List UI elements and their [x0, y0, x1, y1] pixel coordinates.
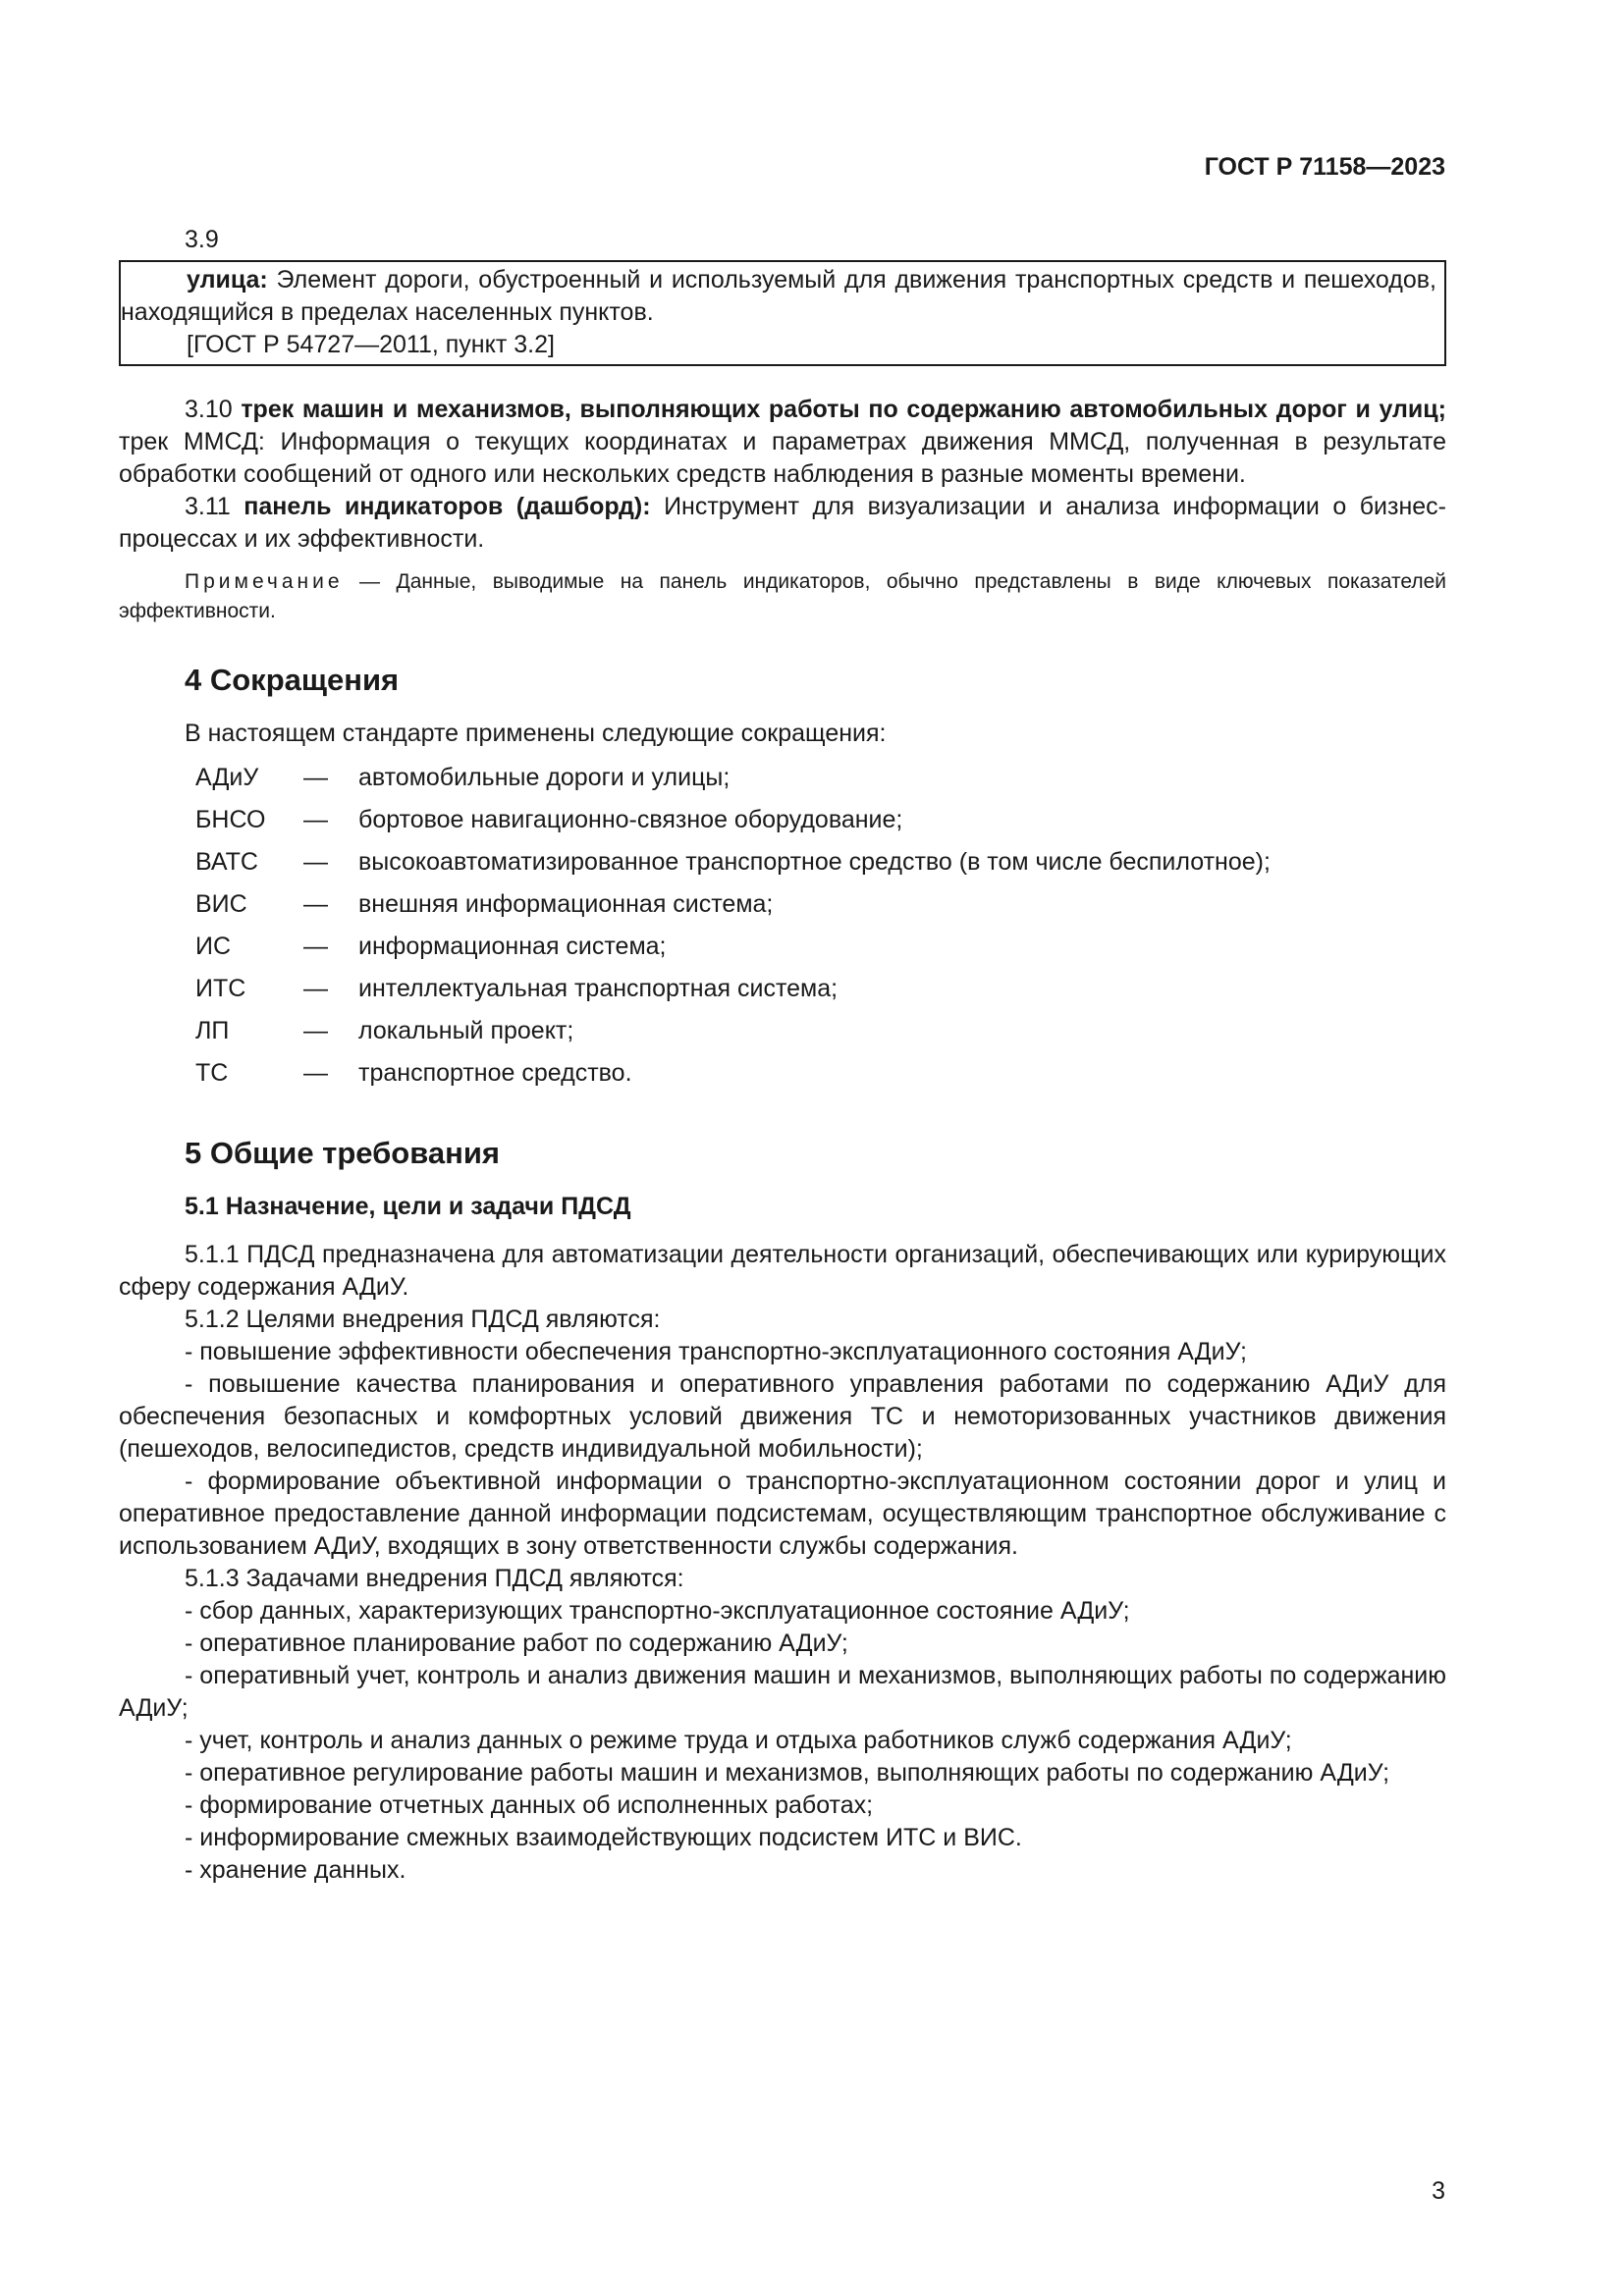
- abbreviation-row: [119, 762, 1446, 804]
- abbreviation-dash: —: [303, 890, 328, 918]
- term-number: 3.11: [185, 493, 244, 520]
- abbreviation-dash: —: [303, 806, 328, 833]
- abbreviation-code: ВИС: [195, 890, 247, 918]
- abbreviation-row: [119, 931, 1446, 973]
- abbreviation-dash: —: [303, 764, 328, 791]
- paragraph: - оперативный учет, контроль и анализ движения машин и механизмов, выполняющих работы по содержанию АДиУ;: [119, 1662, 1446, 1722]
- paragraph: - учет, контроль и анализ данных о режиме труда и отдыха работников служб содержания АДиУ;: [185, 1727, 1292, 1754]
- abbreviation-dash: —: [303, 975, 328, 1002]
- paragraph: - хранение данных.: [185, 1856, 406, 1884]
- abbreviation-code: ВАТС: [195, 848, 258, 876]
- paragraph: 5.1.1 ПДСД предназначена для автоматизации деятельности организаций, обеспечивающих или курирующих сферу содержания АДиУ.: [119, 1241, 1446, 1301]
- section-4-title: 4 Сокращения: [185, 663, 400, 697]
- document-body: [119, 224, 1446, 1887]
- abbreviation-text: локальный проект;: [358, 1017, 574, 1044]
- abbreviation-text: высокоавтоматизированное транспортное средство (в том числе беспилотное);: [358, 848, 1271, 876]
- term-name: улица:: [187, 266, 268, 294]
- section-4-intro: В настоящем стандарте применены следующие сокращения:: [185, 720, 887, 747]
- note-text: — Данные, выводимые на панель индикаторов, обычно представлены в виде ключевых показателей эффективности.: [119, 570, 1446, 622]
- term-box: [119, 260, 1446, 366]
- abbreviation-code: ИТС: [195, 975, 246, 1002]
- paragraph: - информирование смежных взаимодействующих подсистем ИТС и ВИС.: [185, 1824, 1022, 1851]
- abbreviation-row: [119, 973, 1446, 1015]
- term-name: панель индикаторов (дашборд):: [244, 493, 651, 520]
- term-text: Инструмент для визуализации и анализа информации о бизнес-процессах и их эффективности.: [119, 493, 1447, 553]
- paragraph: - повышение качества планирования и оперативного управления работами по содержанию АДиУ для обеспечения безопасных и комфортных условий движения ТС и немоторизованных участников движения (пешеходов, велосипедистов, средств индивидуальной мобильности);: [119, 1370, 1446, 1463]
- abbreviation-text: автомобильные дороги и улицы;: [358, 764, 731, 791]
- abbreviation-text: интеллектуальная транспортная система;: [358, 975, 839, 1002]
- abbreviation-row: [119, 804, 1446, 846]
- document-header: ГОСТ Р 71158—2023: [1204, 153, 1445, 181]
- term-definition: [121, 264, 1436, 329]
- paragraph: 5.1.2 Целями внедрения ПДСД являются:: [185, 1306, 661, 1333]
- section-5-1-title: 5.1 Назначение, цели и задачи ПДСД: [185, 1193, 631, 1220]
- paragraph: - оперативное регулирование работы машин и механизмов, выполняющих работы по содержанию АДиУ;: [185, 1759, 1390, 1787]
- abbreviation-code: ЛП: [195, 1017, 230, 1044]
- section-5-title: 5 Общие требования: [185, 1136, 500, 1170]
- abbreviation-row: [119, 1057, 1446, 1099]
- section-5-body: [119, 1239, 1446, 1887]
- page-number: 3: [1432, 2177, 1445, 2205]
- paragraph: - формирование объективной информации о транспортно-эксплуатационном состоянии дорог и улиц и оперативное предоставление данной информации подсистемам, осуществляющим транспортное обслуживание с использованием АДиУ, входящих в зону ответственности службы содержания.: [119, 1468, 1446, 1560]
- abbreviation-code: ТС: [195, 1059, 229, 1087]
- abbreviation-dash: —: [303, 1017, 328, 1044]
- abbreviation-dash: —: [303, 848, 328, 876]
- paragraph: - сбор данных, характеризующих транспортно-эксплуатационное состояние АДиУ;: [185, 1597, 1130, 1625]
- abbreviation-code: БНСО: [195, 806, 266, 833]
- abbreviation-text: информационная система;: [358, 933, 667, 960]
- paragraph: - формирование отчетных данных об исполненных работах;: [185, 1791, 874, 1819]
- paragraph: - оперативное планирование работ по содержанию АДиУ;: [185, 1629, 848, 1657]
- abbreviation-text: внешняя информационная система;: [358, 890, 774, 918]
- abbreviation-row: [119, 1015, 1446, 1057]
- abbreviation-code: АДиУ: [195, 764, 259, 791]
- term-text: трек ММСД: Информация о текущих координатах и параметрах движения ММСД, полученная в результате обработки сообщений от одного или нескольких средств наблюдения в разные моменты времени.: [119, 428, 1446, 488]
- abbreviation-text: бортовое навигационно-связное оборудование;: [358, 806, 903, 833]
- paragraph: - повышение эффективности обеспечения транспортно-эксплуатационного состояния АДиУ;: [185, 1338, 1247, 1365]
- abbreviation-list: [119, 762, 1446, 1099]
- term-name: трек машин и механизмов, выполняющих работы по содержанию автомобильных дорог и улиц;: [241, 396, 1446, 423]
- abbreviation-code: ИС: [195, 933, 232, 960]
- term-text: Элемент дороги, обустроенный и используемый для движения транспортных средств и пешеходов, находящийся в пределах населенных пунктов.: [121, 266, 1436, 326]
- term-number: 3.10: [185, 396, 242, 423]
- term-3-11: [119, 491, 1446, 556]
- paragraph: 5.1.3 Задачами внедрения ПДСД являются:: [185, 1565, 684, 1592]
- abbreviation-row: [119, 846, 1446, 888]
- spacer: [119, 366, 1446, 394]
- abbreviation-dash: —: [303, 1059, 328, 1087]
- abbreviation-dash: —: [303, 933, 328, 960]
- abbreviation-text: транспортное средство.: [358, 1059, 632, 1087]
- term-number: 3.9: [185, 226, 219, 253]
- note: [119, 567, 1446, 626]
- note-label: Примечание: [185, 570, 344, 593]
- term-3-10: [119, 394, 1446, 491]
- abbreviation-row: [119, 888, 1446, 931]
- term-source: [ГОСТ Р 54727—2011, пункт 3.2]: [187, 331, 555, 358]
